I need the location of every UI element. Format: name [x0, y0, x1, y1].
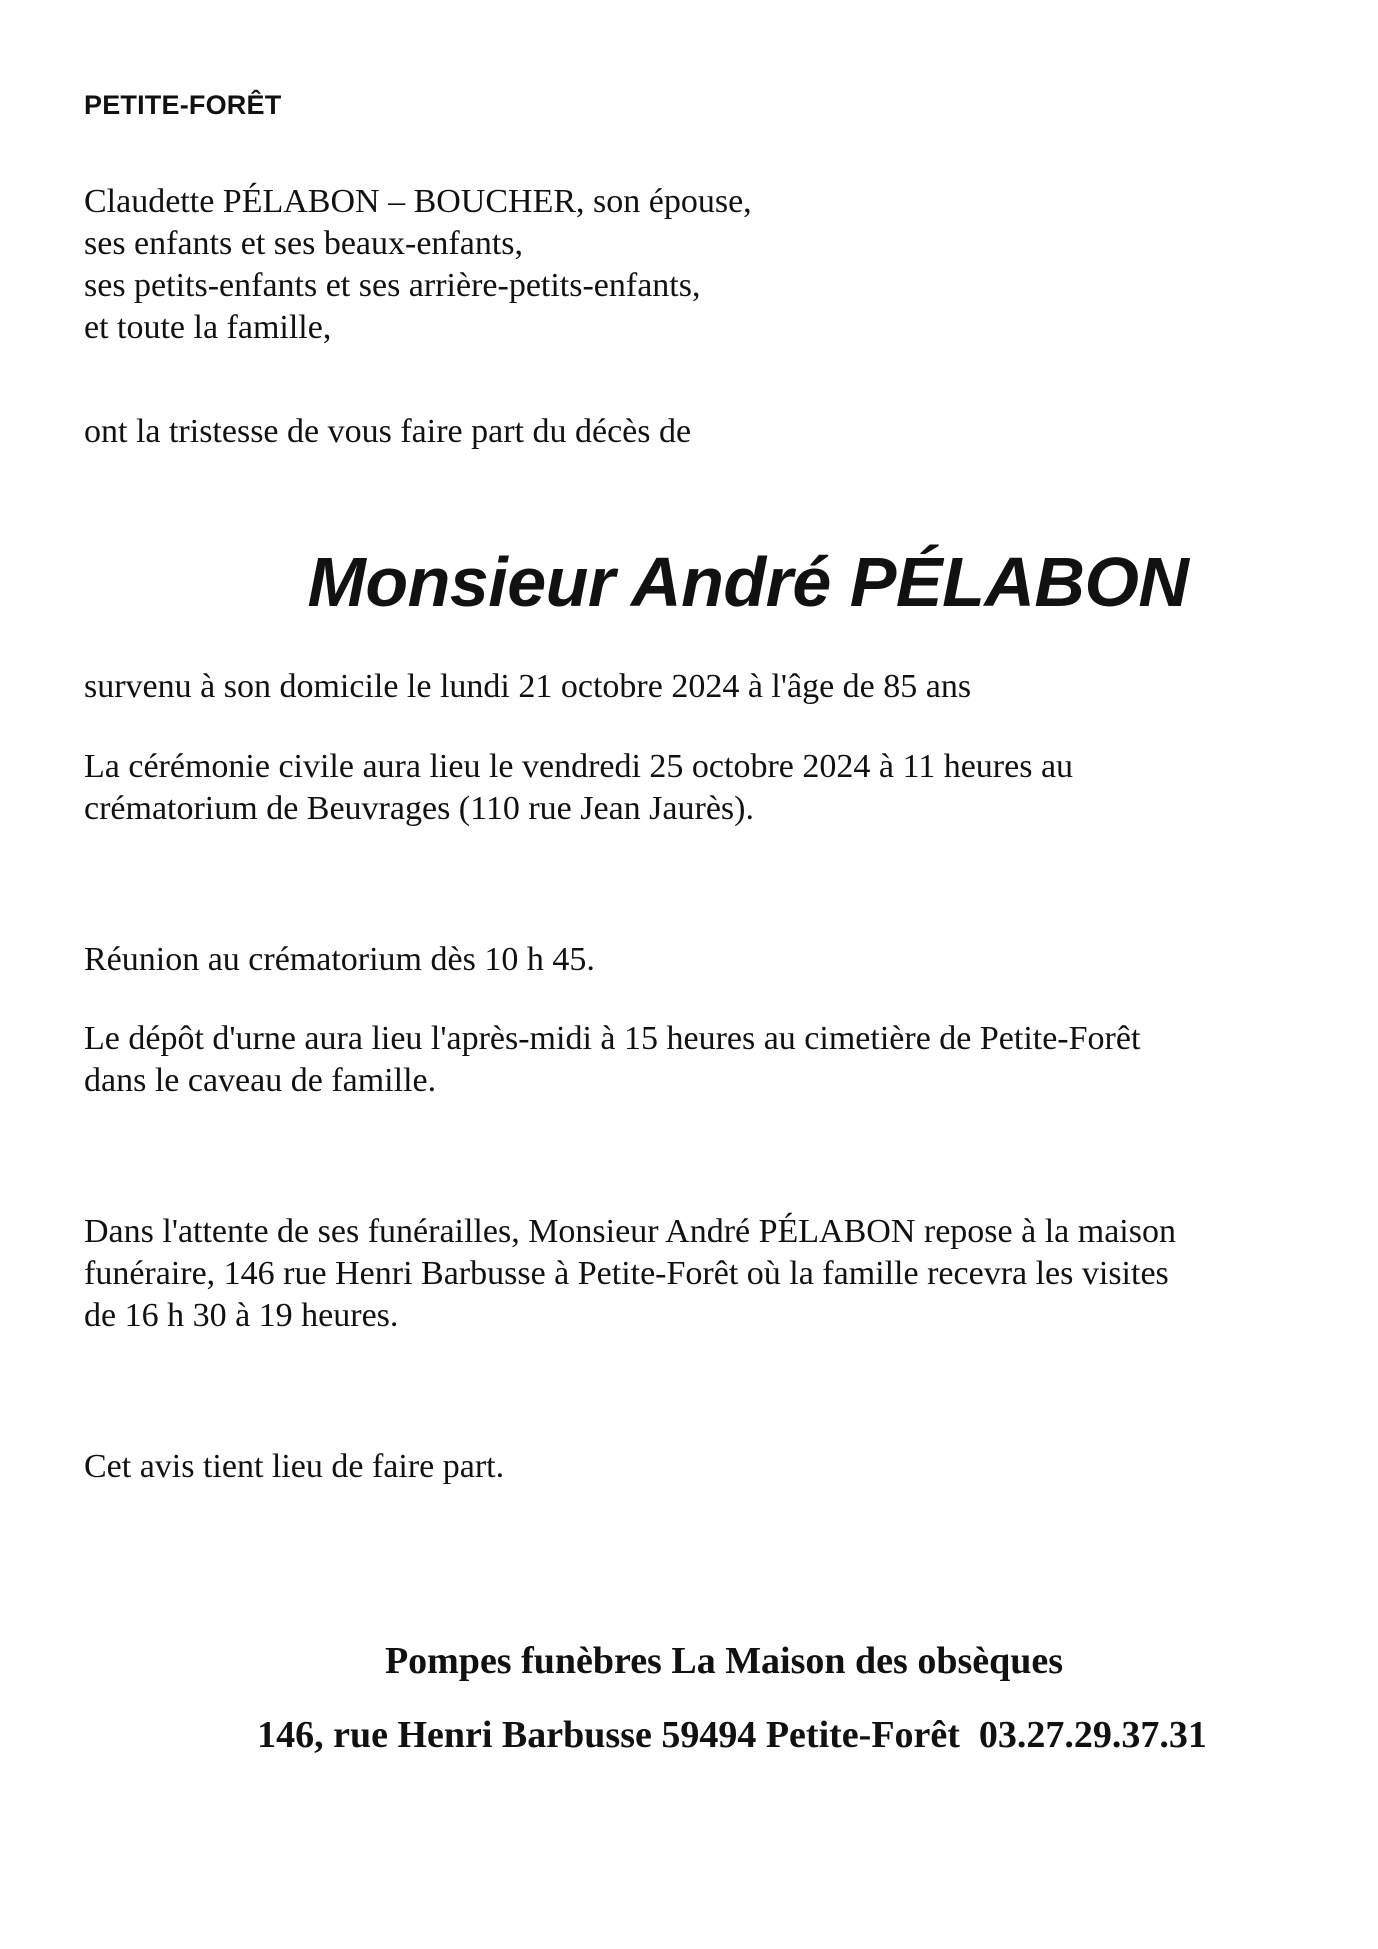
ceremony-details-block — [84, 746, 1314, 830]
visits-details-block — [84, 1211, 1314, 1337]
urn-deposit-block — [84, 1018, 1314, 1102]
death-line: survenu à son domicile le lundi 21 octobre 2024 à l'âge de 85 ans — [84, 668, 972, 705]
closing-line: Cet avis tient lieu de faire part. — [84, 1448, 505, 1485]
urn-line: dans le caveau de famille. — [84, 1062, 437, 1099]
closing-text — [84, 1446, 1314, 1488]
death-details-text — [84, 666, 1314, 708]
visits-line: Dans l'attente de ses funérailles, Monsieur André PÉLABON repose à la maison — [84, 1213, 1176, 1250]
location-heading: PETITE-FORÊT — [84, 90, 282, 120]
announcement-text — [84, 411, 1314, 453]
announcement-line: ont la tristesse de vous faire part du décès de — [84, 413, 692, 450]
family-members-block — [84, 181, 1314, 349]
family-line: Claudette PÉLABON – BOUCHER, son épouse, — [84, 183, 752, 220]
family-line: ses enfants et ses beaux-enfants, — [84, 225, 524, 262]
visits-line: de 16 h 30 à 19 heures. — [84, 1297, 399, 1334]
deceased-name-heading: Monsieur André PÉLABON — [307, 543, 1189, 621]
visits-line: funéraire, 146 rue Henri Barbusse à Petite-Forêt où la famille recevra les visites — [84, 1255, 1169, 1292]
funeral-home-address-phone: 146, rue Henri Barbusse 59494 Petite-Forêt 03.27.29.37.31 — [257, 1714, 1207, 1756]
reunion-line: Réunion au crématorium dès 10 h 45. — [84, 941, 595, 978]
ceremony-line: crématorium de Beuvrages (110 rue Jean Jaurès). — [84, 790, 754, 827]
family-line: ses petits-enfants et ses arrière-petits-enfants, — [84, 267, 701, 304]
urn-line: Le dépôt d'urne aura lieu l'après-midi à 15 heures au cimetière de Petite-Forêt — [84, 1020, 1141, 1057]
family-line: et toute la famille, — [84, 309, 332, 346]
ceremony-line: La cérémonie civile aura lieu le vendredi 25 octobre 2024 à 11 heures au — [84, 748, 1074, 785]
funeral-home-name: Pompes funèbres La Maison des obsèques — [384, 1640, 1064, 1682]
reunion-text — [84, 939, 1314, 981]
